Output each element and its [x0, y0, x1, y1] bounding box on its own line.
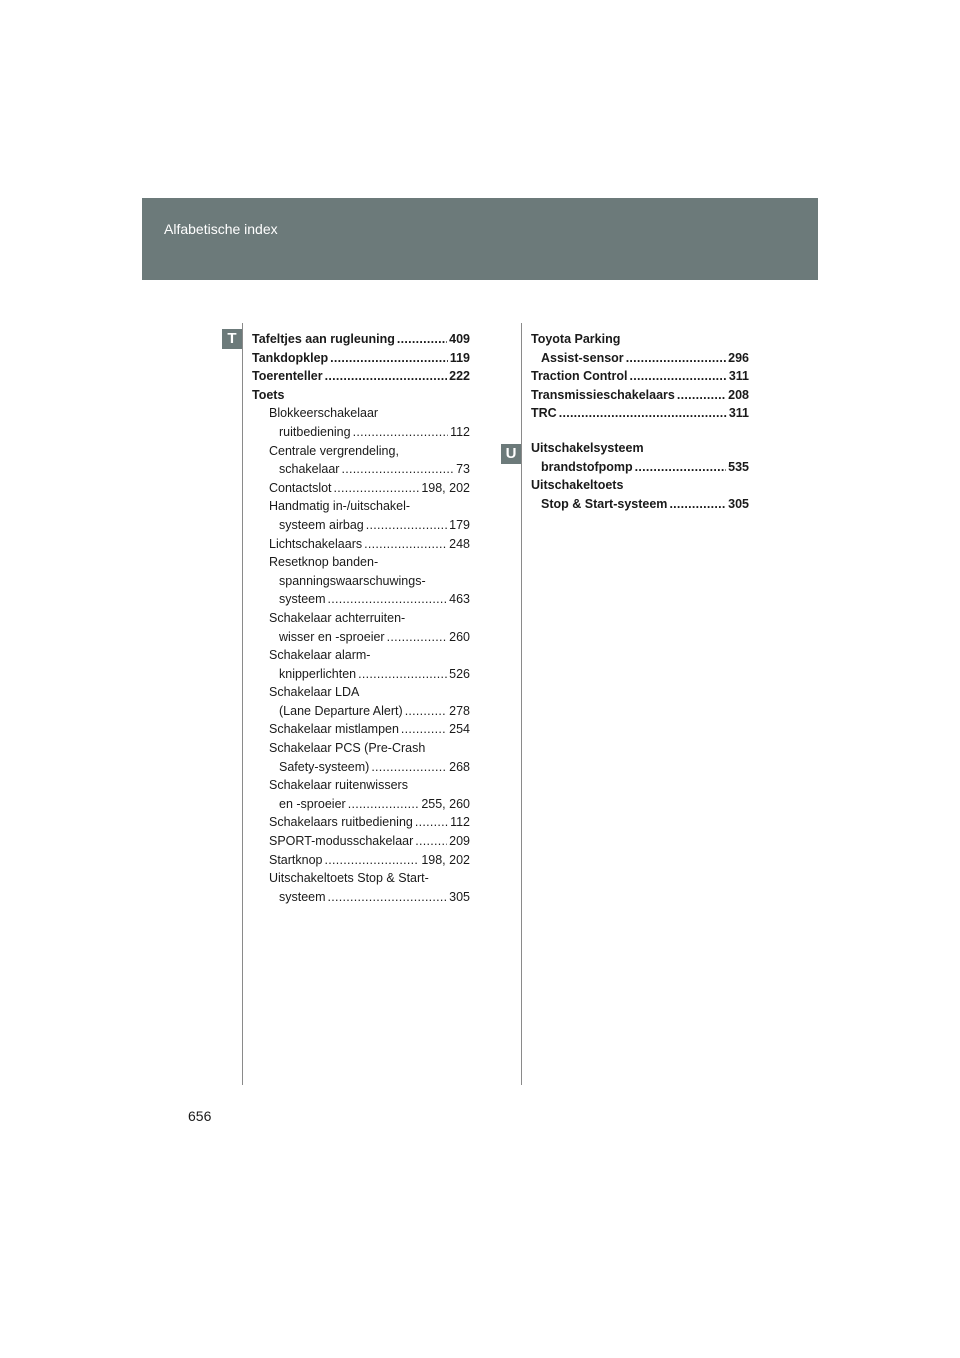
section-letter-u: U: [501, 444, 521, 464]
index-subentry: [252, 535, 470, 554]
entry-text: Uitschakeltoets: [531, 478, 624, 493]
entry-text: Startknop: [269, 852, 323, 867]
entry-text: Lichtschakelaars: [269, 536, 363, 551]
page-ref[interactable]: 305: [728, 496, 749, 511]
entry-text: wisser en -sproeier: [279, 629, 385, 644]
entry-text: schakelaar: [279, 462, 340, 477]
page-ref[interactable]: 198, 202: [421, 480, 470, 495]
index-entry: [531, 330, 749, 367]
index-subentry: [252, 404, 470, 441]
index-subentry: [252, 479, 470, 498]
index-subentry: [252, 646, 470, 683]
entry-text: systeem: [279, 889, 326, 904]
page-ref[interactable]: 311: [728, 369, 749, 384]
column-rule-right: [521, 323, 522, 1085]
page-ref[interactable]: 296: [728, 350, 749, 365]
index-subentry: [252, 869, 470, 906]
entry-text: knipperlichten: [279, 666, 357, 681]
page-ref[interactable]: 463: [449, 592, 470, 607]
page-ref[interactable]: 248: [449, 536, 470, 551]
entry-text: spanningswaarschuwings-: [279, 573, 426, 588]
page-ref[interactable]: 278: [449, 703, 470, 718]
index-entry: [252, 330, 470, 349]
index-subentry: [252, 832, 470, 851]
page-ref[interactable]: 535: [728, 459, 749, 474]
index-entry: [252, 386, 470, 405]
entry-text: Toerenteller: [252, 369, 323, 384]
index-subentry: [252, 851, 470, 870]
entry-text: Blokkeerschakelaar: [269, 406, 379, 421]
page-ref[interactable]: 73: [456, 462, 470, 477]
page-ref[interactable]: 260: [449, 629, 470, 644]
page-ref[interactable]: 198, 202: [421, 852, 470, 867]
page-ref[interactable]: 255, 260: [421, 796, 470, 811]
entry-text: Safety-systeem): [279, 759, 370, 774]
index-subentry: [252, 683, 470, 720]
entry-text: Resetknop banden-: [269, 555, 379, 570]
page-ref[interactable]: 305: [449, 889, 470, 904]
entry-text: Schakelaar alarm-: [269, 648, 371, 663]
page-ref[interactable]: 209: [449, 834, 470, 849]
index-subentry: [252, 497, 470, 534]
entry-text: (Lane Departure Alert): [279, 703, 403, 718]
section-gap: [531, 423, 749, 439]
entry-text: Schakelaar mistlampen: [269, 722, 399, 737]
header-title: Alfabetische index: [164, 221, 278, 237]
entry-text: ruitbediening: [279, 424, 351, 439]
index-entry: [531, 476, 749, 513]
index-column-left: [252, 330, 470, 906]
entry-text: Centrale vergrendeling,: [269, 443, 399, 458]
index-entry: [531, 367, 749, 386]
index-entry: [252, 349, 470, 368]
entry-text: systeem airbag: [279, 517, 364, 532]
entry-text: Schakelaars ruitbediening: [269, 815, 413, 830]
page-ref[interactable]: 112: [450, 815, 470, 830]
entry-text: Assist-sensor: [541, 350, 624, 365]
entry-text: Handmatig in-/uitschakel-: [269, 499, 411, 514]
page-ref[interactable]: 222: [449, 369, 470, 384]
entry-text: Schakelaar PCS (Pre-Crash: [269, 741, 426, 756]
index-subentry: [252, 720, 470, 739]
index-subentry: [252, 739, 470, 776]
entry-text: TRC: [531, 406, 557, 421]
entry-text: systeem: [279, 592, 326, 607]
page-number: 656: [188, 1108, 212, 1124]
index-subentry: [252, 442, 470, 479]
index-subentry: [252, 553, 470, 609]
index-entry: [531, 386, 749, 405]
index-subentry: [252, 609, 470, 646]
section-letter-t: T: [222, 329, 242, 349]
column-rule-left: [242, 323, 243, 1085]
entry-text: Toets: [252, 387, 285, 402]
entry-text: Transmissieschakelaars: [531, 387, 675, 402]
page-ref[interactable]: 409: [449, 332, 470, 346]
page-ref[interactable]: 254: [449, 722, 470, 737]
page-ref[interactable]: 268: [449, 759, 470, 774]
page-ref[interactable]: 208: [728, 387, 749, 402]
entry-text: Schakelaar achterruiten-: [269, 610, 406, 625]
entry-text: Schakelaar ruitenwissers: [269, 778, 408, 793]
entry-text: Tankdopklep: [252, 350, 329, 365]
entry-text: Uitschakelsysteem: [531, 440, 644, 455]
page-ref[interactable]: 311: [728, 406, 749, 421]
index-subentry: [252, 776, 470, 813]
index-column-right: [531, 330, 749, 513]
page-ref[interactable]: 179: [449, 517, 470, 532]
index-entry: [531, 439, 749, 476]
entry-text: en -sproeier: [279, 796, 346, 811]
entry-text: brandstofpomp: [541, 459, 633, 474]
page-ref[interactable]: 112: [450, 424, 470, 439]
entry-text: SPORT-modusschakelaar: [269, 834, 414, 849]
index-subentry: [252, 813, 470, 832]
entry-text: Contactslot: [269, 480, 332, 495]
index-entry: [531, 404, 749, 423]
index-entry: [252, 367, 470, 386]
page-header: [142, 198, 818, 280]
entry-text: Tafeltjes aan rugleuning: [252, 332, 395, 346]
entry-text: Stop & Start-systeem: [541, 496, 668, 511]
entry-text: Toyota Parking: [531, 332, 621, 346]
page-ref[interactable]: 119: [449, 350, 470, 365]
entry-text: Uitschakeltoets Stop & Start-: [269, 871, 429, 886]
entry-text: Schakelaar LDA: [269, 685, 360, 700]
page-ref[interactable]: 526: [449, 666, 470, 681]
entry-text: Traction Control: [531, 369, 628, 384]
